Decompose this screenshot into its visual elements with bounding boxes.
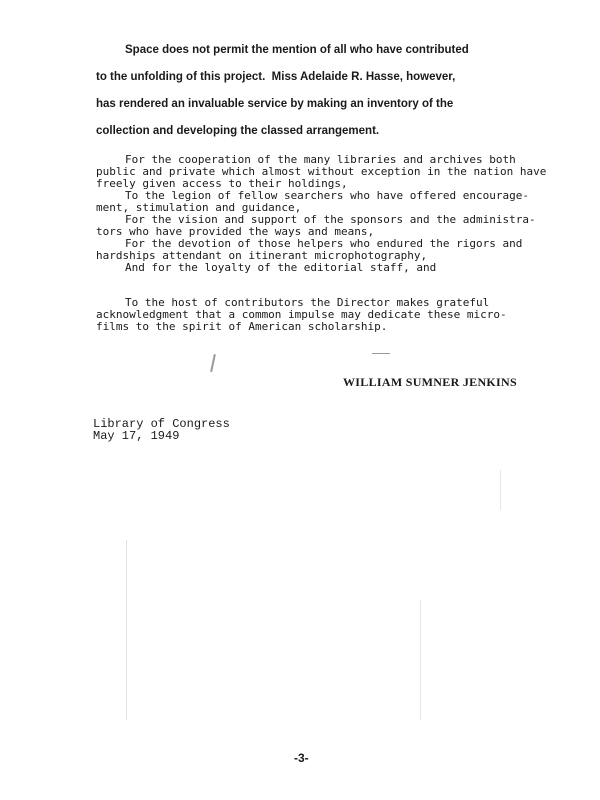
acknowledgment-line: For the devotion of those helpers who endured the rigors and (125, 237, 523, 250)
scan-mark (210, 354, 215, 372)
opening-line: to the unfolding of this project. Miss Adelaide R. Hasse, however, (96, 71, 456, 83)
scan-mark (500, 470, 501, 510)
acknowledgment-line: For the cooperation of the many libraries and archives both (125, 153, 516, 166)
scan-mark (126, 540, 127, 720)
opening-line: Space does not permit the mention of all who have contributed (125, 44, 469, 56)
opening-line: collection and developing the classed arrangement. (96, 125, 380, 137)
closing-line: acknowledgment that a common impulse may dedicate these micro- (96, 308, 507, 321)
closing-line: To the host of contributors the Director makes grateful (125, 296, 490, 309)
scan-mark (420, 600, 421, 720)
acknowledgment-line: To the legion of fellow searchers who have offered encourage- (125, 189, 529, 202)
opening-line: has rendered an invaluable service by making an inventory of the (96, 98, 454, 110)
acknowledgment-line: ment, stimulation and guidance, (96, 201, 302, 214)
page-number: -3- (294, 751, 309, 765)
acknowledgment-line: hardships attendant on itinerant microphotography, (96, 249, 428, 262)
acknowledgment-line: freely given access to their holdings, (96, 177, 348, 190)
acknowledgment-line: public and private which almost without exception in the nation have (96, 165, 547, 178)
place-line: Library of Congress (93, 417, 230, 431)
acknowledgment-line: And for the loyalty of the editorial staff, and (125, 261, 437, 274)
signature: WILLIAM SUMNER JENKINS (343, 375, 517, 389)
acknowledgment-line: For the vision and support of the sponsors and the administra- (125, 213, 536, 226)
acknowledgment-line: tors who have provided the ways and means, (96, 225, 375, 238)
date-line: May 17, 1949 (93, 429, 180, 443)
scan-mark (372, 353, 390, 354)
closing-line: films to the spirit of American scholarship. (96, 320, 388, 333)
